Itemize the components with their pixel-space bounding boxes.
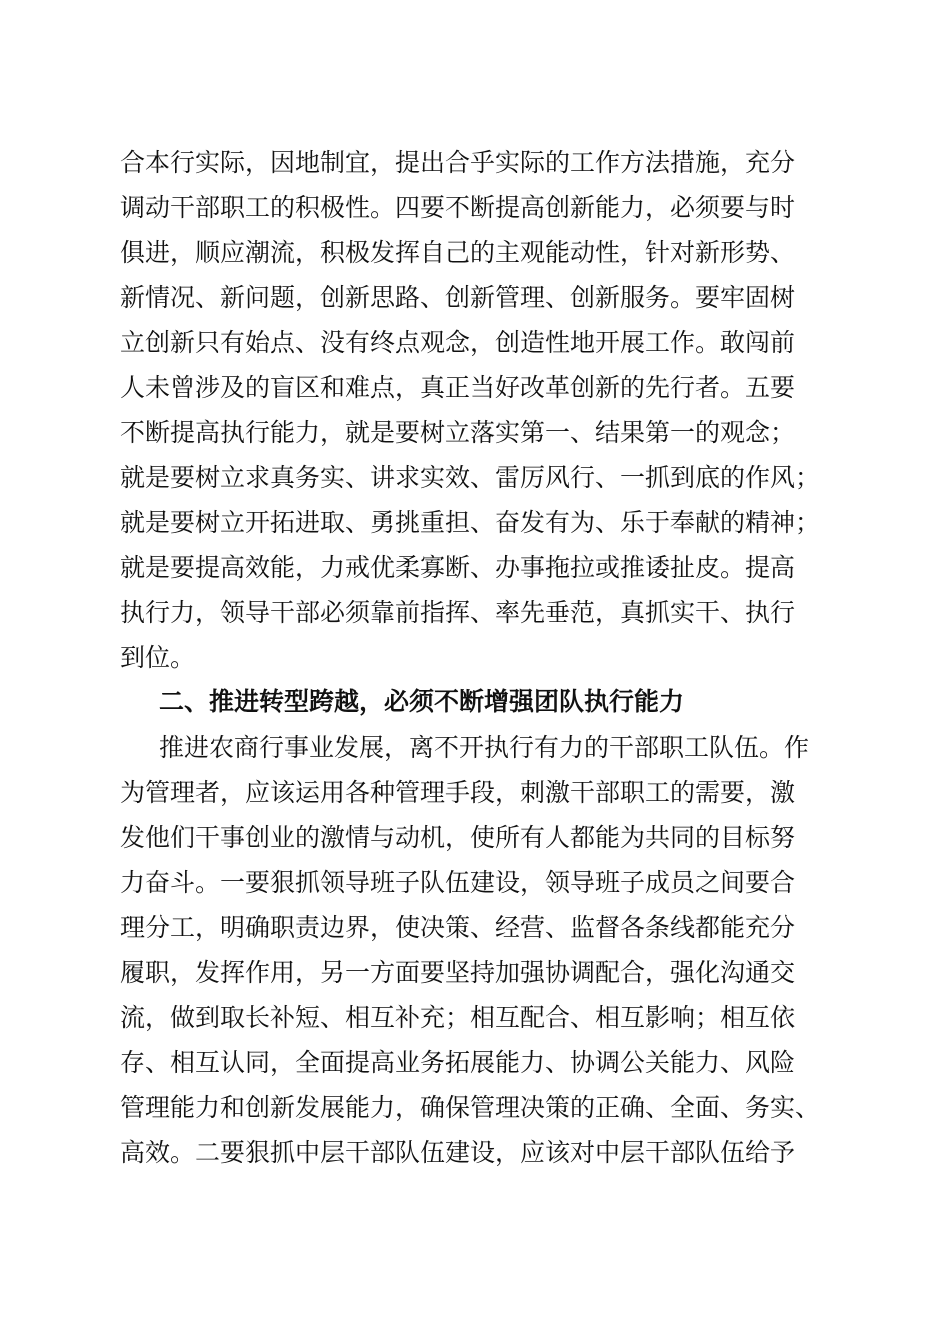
paragraph-2-line-7: 流，做到取长补短、相互补充；相互配合、相互影响；相互依 <box>120 1003 796 1032</box>
paragraph-2-line-8: 存、相互认同，全面提高业务拓展能力、协调公关能力、风险 <box>120 1048 796 1077</box>
paragraph-1-line-2: 调动干部职工的积极性。四要不断提高创新能力，必须要与时 <box>120 193 796 222</box>
paragraph-2-line-9: 管理能力和创新发展能力，确保管理决策的正确、全面、务实、 <box>120 1093 821 1122</box>
paragraph-1-line-5: 立创新只有始点、没有终点观念，创造性地开展工作。敢闯前 <box>120 328 796 357</box>
paragraph-2-line-1: 推进农商行事业发展，离不开执行有力的干部职工队伍。作 <box>159 733 810 762</box>
paragraph-1-line-4: 新情况、新问题，创新思路、创新管理、创新服务。要牢固树 <box>120 283 796 312</box>
paragraph-1-line-1: 合本行实际，因地制宜，提出合乎实际的工作方法措施，充分 <box>120 148 796 177</box>
paragraph-1-line-8: 就是要树立求真务实、讲求实效、雷厉风行、一抓到底的作风； <box>120 463 821 492</box>
paragraph-2-line-3: 发他们干事创业的激情与动机，使所有人都能为共同的目标努 <box>120 823 796 852</box>
paragraph-1-line-12: 到位。 <box>120 643 196 672</box>
paragraph-2-line-2: 为管理者，应该运用各种管理手段，刺激干部职工的需要，激 <box>120 778 796 807</box>
paragraph-1-line-7: 不断提高执行能力，就是要树立落实第一、结果第一的观念； <box>120 418 796 447</box>
section-heading: 二、推进转型跨越，必须不断增强团队执行能力 <box>159 687 685 716</box>
paragraph-1-line-9: 就是要树立开拓进取、勇挑重担、奋发有为、乐于奉献的精神； <box>120 508 821 537</box>
paragraph-2-line-4: 力奋斗。一要狠抓领导班子队伍建设，领导班子成员之间要合 <box>120 868 796 897</box>
paragraph-2-line-5: 理分工，明确职责边界，使决策、经营、监督各条线都能充分 <box>120 913 796 942</box>
paragraph-1-line-11: 执行力，领导干部必须靠前指挥、率先垂范，真抓实干、执行 <box>120 598 796 627</box>
paragraph-1-line-6: 人未曾涉及的盲区和难点，真正当好改革创新的先行者。五要 <box>120 373 796 402</box>
paragraph-1-line-3: 俱进，顺应潮流，积极发挥自己的主观能动性，针对新形势、 <box>120 238 796 267</box>
paragraph-1-line-10: 就是要提高效能，力戒优柔寡断、办事拖拉或推诿扯皮。提高 <box>120 553 796 582</box>
paragraph-2-line-10: 高效。二要狠抓中层干部队伍建设，应该对中层干部队伍给予 <box>120 1138 796 1167</box>
paragraph-2-line-6: 履职，发挥作用，另一方面要坚持加强协调配合，强化沟通交 <box>120 958 796 987</box>
